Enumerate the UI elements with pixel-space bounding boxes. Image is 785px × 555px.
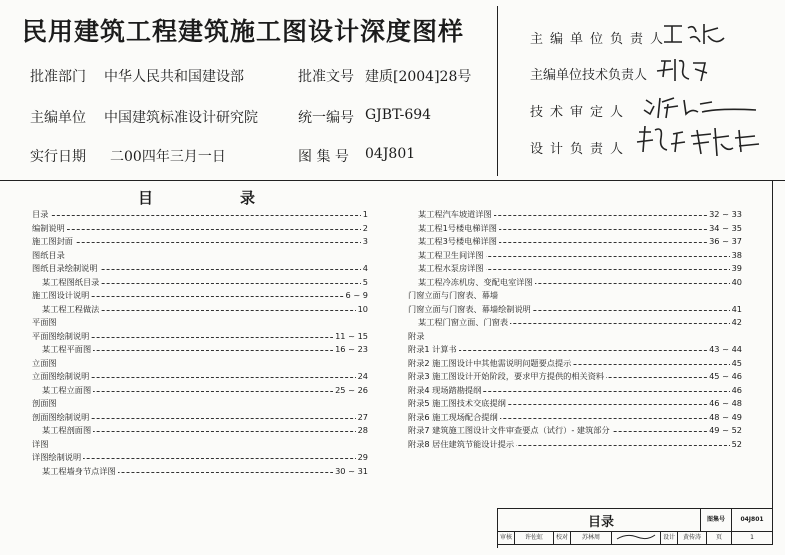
toc-entry-page: 25 ~ 26 [333,384,368,398]
titleblock-reviewer-name: 许佐虹 [514,531,554,545]
toc-title-a: 目 [138,189,154,207]
approval-no-value: 建质[2004]28号 [365,69,472,85]
toc-entry-title: 施工图设计说明 [32,289,91,303]
toc-entry [32,424,368,438]
titleblock-reviewer-label: 审核 [497,531,515,545]
toc-entry [408,357,742,371]
toc-entry [408,235,742,249]
toc-left-column [32,208,368,478]
toc-title-b: 录 [240,189,256,207]
toc-entry-page: 38 [730,249,742,263]
toc-entry [408,222,742,236]
unified-no-value: GJBT-694 [365,107,432,123]
toc-entry-title: 门窗立面与门窗表、幕墙 [408,289,500,303]
toc-entry [408,208,742,222]
toc-entry-page: 46 ~ 48 [707,397,742,411]
toc-entry-title: 附录3 施工图设计开始阶段，要求甲方提供的相关资料 [408,370,606,384]
toc-entry [408,316,742,330]
titleblock-checker-name: 苏林周 [570,531,612,545]
toc-entry-title: 附录6 施工现场配合提纲 [408,411,500,425]
toc-entry-title: 附录 [408,330,426,344]
toc-entry [408,397,742,411]
toc-entry-page: 28 [356,424,368,438]
toc-entry-page: 45 [730,357,742,371]
signature-chief [660,18,730,50]
signature-tech [655,55,715,87]
toc-entry-page: 2 [361,222,368,236]
toc-entry-title: 某工程水泵房详图 [418,262,486,276]
toc-entry-title: 附录8 居住建筑节能设计提示 [408,438,516,452]
toc-entry-title: 图纸目录 [32,249,67,263]
toc-entry-title: 某工程平面图 [42,343,93,357]
toc-entry [32,235,368,249]
toc-entry [32,262,368,276]
toc-entry-page: 36 ~ 37 [707,235,742,249]
toc-entry-title: 目录 [32,208,50,222]
toc-entry [408,438,742,452]
toc-entry-title: 某工程1号楼电梯详图 [418,222,499,236]
toc-entry-title: 附录2 施工图设计中其他需说明问题要点提示 [408,357,573,371]
checker-signature-mark [613,532,659,542]
toc-entry [32,343,368,357]
sig-label-chief: 主编单位负责人 [530,32,671,47]
toc-entry [408,424,742,438]
toc-entry-title: 详图 [32,438,50,452]
toc-entry-title: 剖面图绘制说明 [32,411,91,425]
toc-entry-page: 42 [730,316,742,330]
approval-dept-label: 批准部门 [30,69,86,85]
toc-entry-page: 11 ~ 15 [333,330,368,344]
toc-entry-title: 某工程图纸目录 [42,276,101,290]
toc-entry-page: 34 ~ 35 [707,222,742,236]
toc-entry [408,276,742,290]
effective-date-value: 二00四年三月一日 [110,149,226,165]
toc-entry-page: 45 ~ 46 [707,370,742,384]
toc-entry [32,316,368,330]
atlas-no-label: 图 集 号 [298,149,349,165]
toc-entry [32,357,368,371]
toc-entry-page: 24 [356,370,368,384]
titleblock-atlas-value: 04J801 [731,508,773,532]
toc-entry-page: 39 [730,262,742,276]
toc-entry-page: 27 [356,411,368,425]
toc-entry-page: 6 ~ 9 [344,289,368,303]
toc-entry-page: 30 ~ 31 [333,465,368,479]
toc-entry-page: 16 ~ 23 [333,343,368,357]
toc-entry-page: 40 [730,276,742,290]
toc-entry [32,465,368,479]
toc-entry-title: 编制说明 [32,222,67,236]
approval-dept-value: 中华人民共和国建设部 [104,69,244,85]
toc-entry-title: 附录7 建筑施工图设计文件审查要点（试行）- 建筑部分 [408,424,612,438]
toc-entry [32,451,368,465]
toc-entry-title: 某工程冷冻机房、变配电室详图 [418,276,535,290]
toc-entry [32,384,368,398]
toc-entry-page: 49 ~ 52 [707,424,742,438]
toc-entry-page: 1 [361,208,368,222]
toc-entry-title: 门窗立面与门窗表、幕墙绘制说明 [408,303,533,317]
toc-entry-page: 46 [730,384,742,398]
unified-no-label: 统一编号 [298,110,354,126]
toc-right-column [408,208,742,451]
toc-leader-dashes [32,215,368,216]
titleblock-page-label: 页 [706,531,732,545]
toc-entry-page: 52 [730,438,742,452]
editor-unit-value: 中国建筑标准设计研究院 [104,110,258,126]
toc-entry-title: 某工程剖面图 [42,424,93,438]
toc-entry-title: 施工图封面 [32,235,75,249]
toc-entry-title: 平面图 [32,316,59,330]
toc-entry [408,262,742,276]
toc-entry-title: 附录4 现场踏勘提纲 [408,384,483,398]
toc-entry-title: 某工程立面图 [42,384,93,398]
toc-entry [408,370,742,384]
toc-entry [32,249,368,263]
toc-entry [32,208,368,222]
toc-leader-dashes [32,229,368,230]
content-top-border [0,180,785,181]
titleblock-checker-label: 校对 [553,531,571,545]
toc-entry [32,289,368,303]
titleblock-checker-signature [611,531,661,545]
titleblock-atlas-label: 图集号 [700,508,732,532]
toc-entry [408,411,742,425]
approval-no-label: 批准文号 [298,69,354,85]
toc-entry [408,303,742,317]
titleblock-designer-name: 黄传涛 [677,531,707,545]
toc-entry-page: 41 [730,303,742,317]
toc-entry-title: 附录5 施工图技术交底提纲 [408,397,508,411]
toc-entry [32,303,368,317]
toc-entry [408,343,742,357]
toc-entry-page: 48 ~ 49 [707,411,742,425]
sig-label-reviewer: 技术审定人 [530,105,631,120]
titleblock-name: 目录 [588,515,615,530]
toc-entry-title: 附录1 计算书 [408,343,459,357]
toc-entry [408,249,742,263]
sig-label-designer: 设计负责人 [530,142,631,157]
toc-entry-page: 4 [361,262,368,276]
toc-entry-title: 平面图绘制说明 [32,330,91,344]
toc-entry [32,330,368,344]
atlas-no-value: 04J801 [365,146,416,162]
toc-entry-page: 3 [361,235,368,249]
toc-entry-title: 某工程墙身节点详图 [42,465,118,479]
toc-entry-title: 某工程门窗立面、门窗表 [418,316,510,330]
toc-entry [32,397,368,411]
toc-entry-page: 32 ~ 33 [707,208,742,222]
toc-entry-title: 某工程卫生间详图 [418,249,486,263]
toc-entry-title: 详图绘制说明 [32,451,83,465]
toc-entry-page: 5 [361,276,368,290]
signature-reviewer [640,90,760,124]
toc-entry [32,438,368,452]
toc-entry-title: 图纸目录绘制说明 [32,262,100,276]
toc-entry [32,276,368,290]
effective-date-label: 实行日期 [30,149,86,165]
toc-entry-page: 10 [356,303,368,317]
toc-entry-page: 29 [356,451,368,465]
header-divider [497,6,498,176]
toc-entry-title: 某工程3号楼电梯详图 [418,235,499,249]
toc-entry [32,370,368,384]
right-border [772,180,773,520]
titleblock-page-value: 1 [731,531,773,545]
toc-entry-page: 43 ~ 44 [707,343,742,357]
titleblock-designer-label: 设计 [660,531,678,545]
toc-entry-title: 立面图绘制说明 [32,370,91,384]
editor-unit-label: 主编单位 [30,110,86,126]
toc-leader-dashes [32,242,368,243]
signature-designer [635,122,765,162]
toc-entry [408,384,742,398]
toc-entry-title: 某工程汽车坡道详图 [418,208,494,222]
toc-entry-title: 立面图 [32,357,59,371]
toc-entry-title: 剖面图 [32,397,59,411]
toc-entry [408,330,742,344]
toc-entry [32,222,368,236]
toc-entry [408,289,742,303]
toc-entry [32,411,368,425]
atlas-title: 民用建筑工程建筑施工图设计深度图样 [22,17,465,46]
toc-entry-title: 某工程工程做法 [42,303,101,317]
sig-label-tech: 主编单位技术负责人 [530,68,648,83]
